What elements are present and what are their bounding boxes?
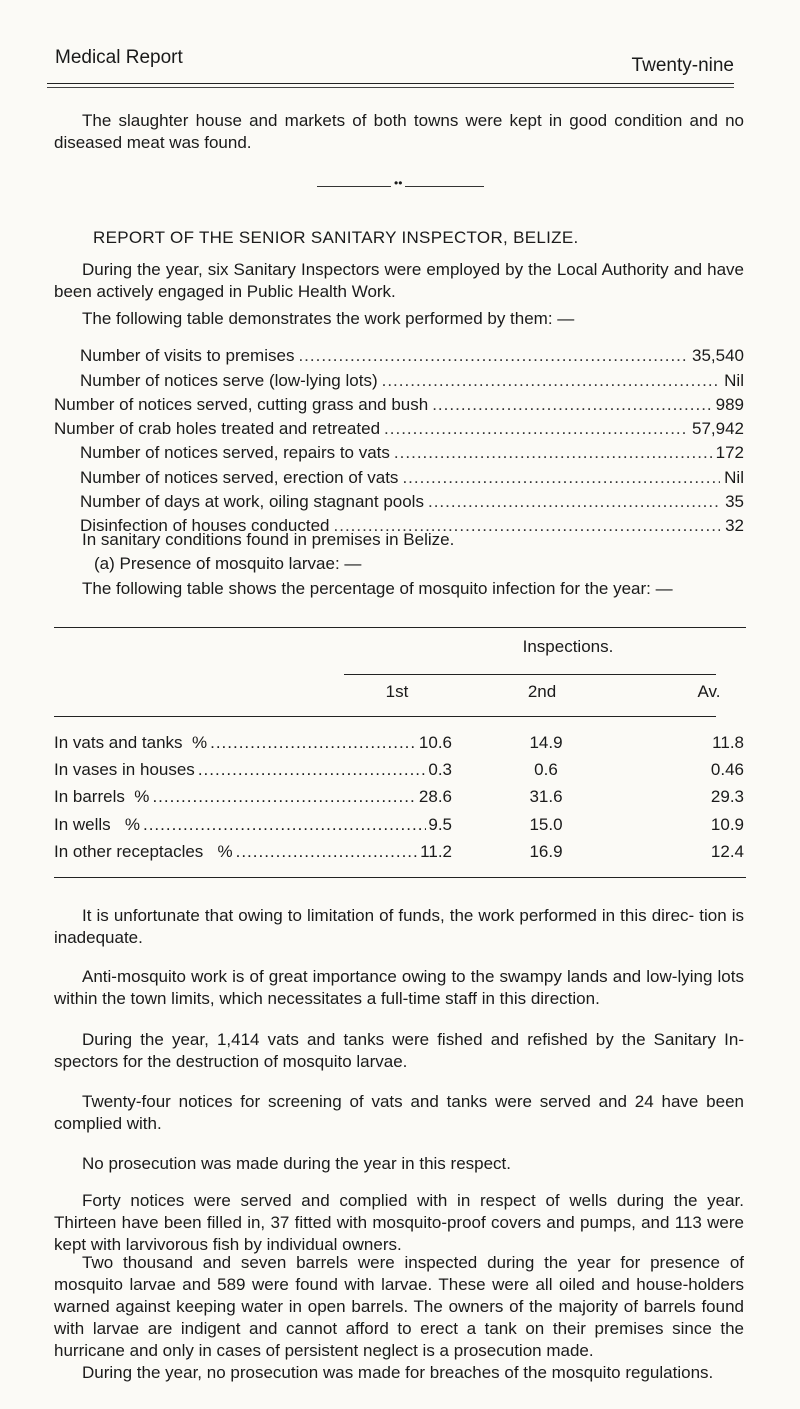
group-header-rule xyxy=(344,674,716,675)
work-item-value: Nil xyxy=(724,371,744,390)
work-item-value: 989 xyxy=(715,395,744,414)
work-item-row xyxy=(80,371,744,393)
body-paragraph xyxy=(54,905,744,949)
header-section-title: Medical Report xyxy=(55,47,183,68)
work-item-value: 57,942 xyxy=(692,419,744,438)
work-item-label: Number of visits to premises xyxy=(80,346,295,365)
table-row xyxy=(54,787,744,809)
value-avg: 11.8 xyxy=(712,733,744,752)
paragraph-text: Forty notices were served and complied with in respect of wells during the year. Thirteen have been filled in, 37 fitted with mosquito-proof covers and pumps, and 113 were kept with larvivorous fish by individual owners. xyxy=(54,1191,744,1254)
dot-leader xyxy=(402,468,720,488)
row-label: In wells % xyxy=(54,815,140,834)
work-item-value: 32 xyxy=(725,516,744,535)
value-avg: 0.46 xyxy=(710,760,744,779)
work-item-row xyxy=(80,346,744,368)
dot-leader xyxy=(382,371,720,391)
body-paragraph xyxy=(54,966,744,1010)
table-row xyxy=(54,733,744,755)
work-item-label: Number of notices serve (low-lying lots) xyxy=(80,371,378,390)
column-header-avg: Av. xyxy=(697,682,721,701)
work-item-value: 35 xyxy=(725,492,744,511)
column-header-1st: 1st xyxy=(385,682,409,701)
work-item-label: Disinfection of houses conducted xyxy=(80,516,330,535)
body-paragraph xyxy=(54,1190,744,1256)
section-divider xyxy=(317,176,484,192)
value-2nd: 31.6 xyxy=(529,787,563,806)
work-item-row xyxy=(80,492,744,514)
work-item-label: Number of days at work, oiling stagnant pools xyxy=(80,492,424,511)
work-item-row xyxy=(54,395,744,417)
page-header xyxy=(47,43,734,85)
paragraph-text: No prosecution was made during the year in this respect. xyxy=(82,1154,512,1173)
dot-leader xyxy=(198,760,427,780)
paragraph-text: It is unfortunate that owing to limitation of funds, the work performed in this direc- tion is inadequate. xyxy=(54,906,744,947)
work-item-value: 172 xyxy=(715,443,744,462)
header-page-number: Twenty-nine xyxy=(631,55,734,76)
body-paragraph xyxy=(54,1153,744,1175)
body-paragraph xyxy=(54,1029,744,1073)
value-2nd: 0.6 xyxy=(534,760,558,779)
value-1st: 10.6 xyxy=(418,733,452,752)
dot-leader xyxy=(394,443,712,463)
work-item-value: 35,540 xyxy=(692,346,744,365)
value-avg: 29.3 xyxy=(710,787,744,806)
column-header-2nd: 2nd xyxy=(527,682,557,701)
table-row xyxy=(54,815,744,837)
dot-leader xyxy=(143,815,426,835)
body-paragraph xyxy=(54,1252,744,1362)
value-1st: 28.6 xyxy=(418,787,452,806)
intro-paragraph: The slaughter house and markets of both towns were kept in good condition and no diseased meat was found. xyxy=(54,111,744,152)
conditions-paragraph: In sanitary conditions found in premises in Belize. xyxy=(82,530,455,549)
percentage-paragraph: The following table shows the percentage of mosquito infection for the year: — xyxy=(82,579,673,598)
dot-leader xyxy=(236,842,419,862)
value-2nd: 16.9 xyxy=(529,842,563,861)
value-avg: 12.4 xyxy=(710,842,744,861)
value-1st: 0.3 xyxy=(428,760,452,779)
paragraph-text: Anti-mosquito work is of great importance owing to the swampy lands and low-lying lots within the town limits, which necessitates a full-time staff in this direction. xyxy=(54,967,744,1008)
value-1st: 11.2 xyxy=(420,842,452,861)
dot-leader xyxy=(298,346,688,366)
work-item-label: Number of notices served, erection of vats xyxy=(80,468,399,487)
paragraph-text: During the year, 1,414 vats and tanks were fished and refished by the Sanitary In- spectors for the destruction of mosquito larvae. xyxy=(54,1030,744,1071)
dot-leader xyxy=(384,419,688,439)
table-intro-paragraph: The following table demonstrates the work performed by them: — xyxy=(82,309,575,328)
value-2nd: 15.0 xyxy=(529,815,563,834)
dot-leader xyxy=(432,395,711,415)
report-title: REPORT OF THE SENIOR SANITARY INSPECTOR, BELIZE. xyxy=(93,228,579,247)
work-item-label: Number of notices served, cutting grass and bush xyxy=(54,395,429,414)
value-avg: 10.9 xyxy=(710,815,744,834)
row-label: In vases in houses xyxy=(54,760,195,779)
value-2nd: 14.9 xyxy=(529,733,563,752)
dot-leader xyxy=(210,733,417,753)
dot-leader xyxy=(428,492,720,512)
work-item-label: Number of notices served, repairs to vats xyxy=(80,443,390,462)
work-item-value: Nil xyxy=(724,468,744,487)
row-label: In barrels % xyxy=(54,787,150,806)
table-bottom-rule xyxy=(54,877,746,878)
table-row xyxy=(54,760,744,782)
work-item-row xyxy=(80,443,744,465)
header-rule-secondary xyxy=(47,87,734,88)
body-paragraph xyxy=(54,1091,744,1135)
paragraph-text: Two thousand and seven barrels were inspected during the year for presence of mosquito larvae and 589 were found with larvae. These were all oiled and house-holders warned against keeping water in open barrels. The owners of the majority of barrels found with larvae are indigent and cannot afford to erect a tank on their premises since the hurricane and only in cases of persistent neglect is a prosecution made. xyxy=(54,1253,744,1360)
larvae-paragraph: (a) Presence of mosquito larvae: — xyxy=(94,554,362,573)
row-label: In other receptacles % xyxy=(54,842,233,861)
inspections-group-header: Inspections. xyxy=(522,637,614,656)
table-top-rule xyxy=(54,627,746,628)
divider-ornament-icon: •• xyxy=(391,176,405,190)
paragraph-text: Twenty-four notices for screening of vats and tanks were served and 24 have been complied with. xyxy=(54,1092,744,1133)
header-rule xyxy=(47,83,734,84)
work-item-label: Number of crab holes treated and retreated xyxy=(54,419,381,438)
work-item-row xyxy=(54,419,744,441)
value-1st: 9.5 xyxy=(428,815,452,834)
paragraph-text: During the year, no prosecution was made for breaches of the mosquito regulations. xyxy=(82,1363,714,1382)
table-row xyxy=(54,842,744,864)
body-paragraph xyxy=(54,1362,744,1384)
dot-leader xyxy=(152,787,416,807)
header-bottom-rule xyxy=(54,716,716,717)
staff-paragraph: During the year, six Sanitary Inspectors were employed by the Local Authority and have been actively engaged in Public Health Work. xyxy=(54,260,744,301)
work-item-row xyxy=(80,468,744,490)
row-label: In vats and tanks % xyxy=(54,733,208,752)
